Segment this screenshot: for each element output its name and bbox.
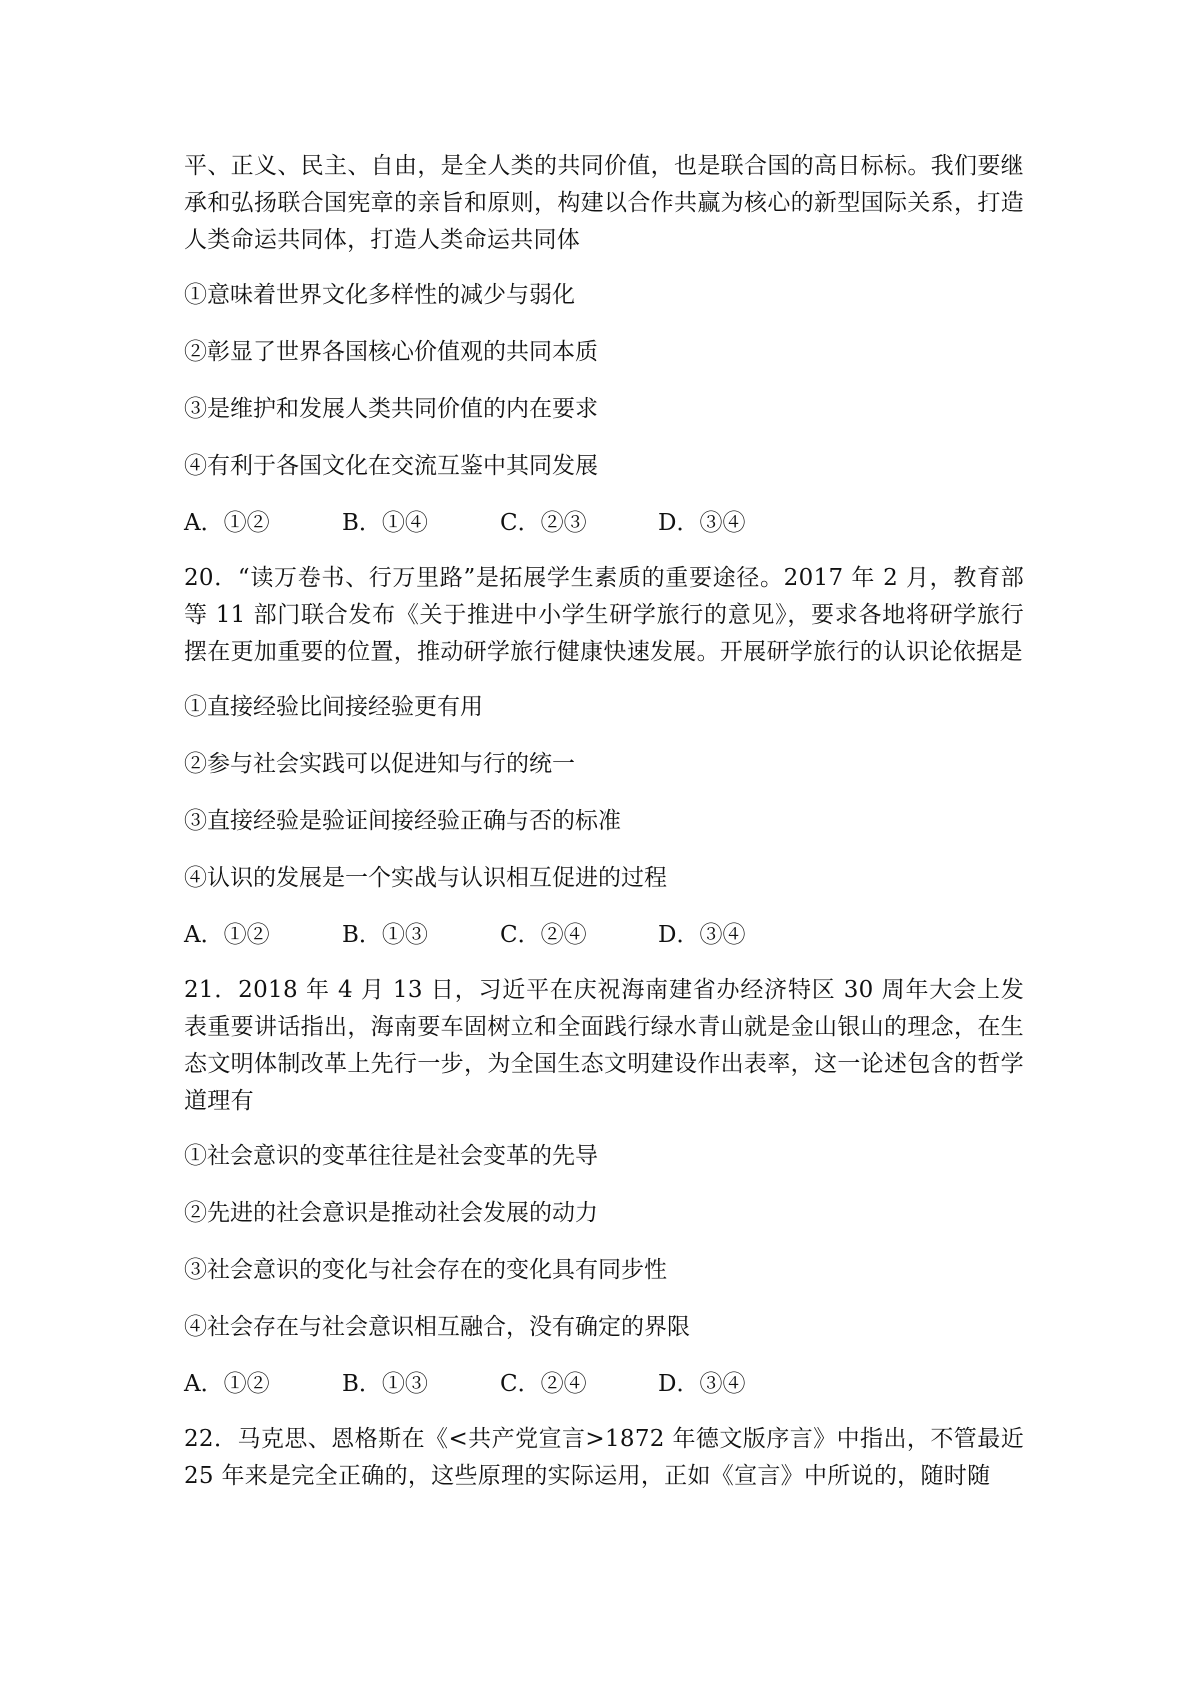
option-3: ③是维护和发展人类共同价值的内在要求 (184, 396, 598, 422)
option-1: ①直接经验比间接经验更有用 (184, 694, 483, 720)
question-stem: 22．马克思、恩格斯在《<共产党宣言>1872 年德文版序言》中指出，不管最近 25 年来是完全正确的，这些原理的实际运用，正如《宣言》中所说的，随时随 (184, 1426, 1024, 1489)
choice-c: C．②③ (500, 510, 587, 536)
choice-b: B．①③ (342, 922, 428, 948)
choice-c: C．②④ (500, 922, 587, 948)
option-2: ②先进的社会意识是推动社会发展的动力 (184, 1200, 598, 1226)
choice-a: A．①② (184, 510, 270, 536)
option-2: ②彰显了世界各国核心价值观的共同本质 (184, 339, 598, 365)
option-4: ④认识的发展是一个实战与认识相互促进的过程 (184, 865, 667, 891)
question-stem: 平、正义、民主、自由，是全人类的共同价值，也是联合国的高日标标。我们要继承和弘扬联合国宪章的亲旨和原则，构建以合作共赢为核心的新型国际关系，打造人类命运共同体，打造人类命运共同体 (184, 153, 1024, 253)
option-2: ②参与社会实践可以促进知与行的统一 (184, 751, 575, 777)
choice-b: B．①③ (342, 1371, 428, 1397)
document-page (184, 148, 1024, 1495)
option-1: ①社会意识的变革往往是社会变革的先导 (184, 1143, 598, 1169)
option-3: ③直接经验是验证间接经验正确与否的标准 (184, 808, 621, 834)
choice-a: A．①② (184, 1371, 270, 1397)
question-19-continued (184, 148, 1024, 542)
answer-choices (184, 1366, 1024, 1403)
option-4: ④社会存在与社会意识相互融合，没有确定的界限 (184, 1314, 690, 1340)
choice-c: C．②④ (500, 1371, 587, 1397)
choice-d: D．③④ (658, 510, 746, 536)
question-stem: 20．“读万卷书、行万里路”是拓展学生素质的重要途径。2017 年 2 月，教育部等 11 部门联合发布《关于推进中小学生研学旅行的意见》，要求各地将研学旅行摆在更加重要的位置，推动研学旅行健康快速发展。开展研学旅行的认识论依据是 (184, 565, 1024, 665)
option-4: ④有利于各国文化在交流互鉴中其同发展 (184, 453, 598, 479)
answer-choices (184, 917, 1024, 954)
question-21 (184, 972, 1024, 1403)
option-3: ③社会意识的变化与社会存在的变化具有同步性 (184, 1257, 667, 1283)
question-20 (184, 560, 1024, 954)
answer-choices (184, 505, 1024, 542)
choice-a: A．①② (184, 922, 270, 948)
choice-d: D．③④ (658, 922, 746, 948)
choice-d: D．③④ (658, 1371, 746, 1397)
option-1: ①意味着世界文化多样性的减少与弱化 (184, 282, 575, 308)
choice-b: B．①④ (342, 510, 428, 536)
question-stem: 21．2018 年 4 月 13 日，习近平在庆祝海南建省办经济特区 30 周年大会上发表重要讲话指出，海南要车固树立和全面践行绿水青山就是金山银山的理念，在生态文明体制改革上先行一步，为全国生态文明建设作出表率，这一论述包含的哲学道理有 (184, 977, 1024, 1114)
question-22 (184, 1421, 1024, 1495)
